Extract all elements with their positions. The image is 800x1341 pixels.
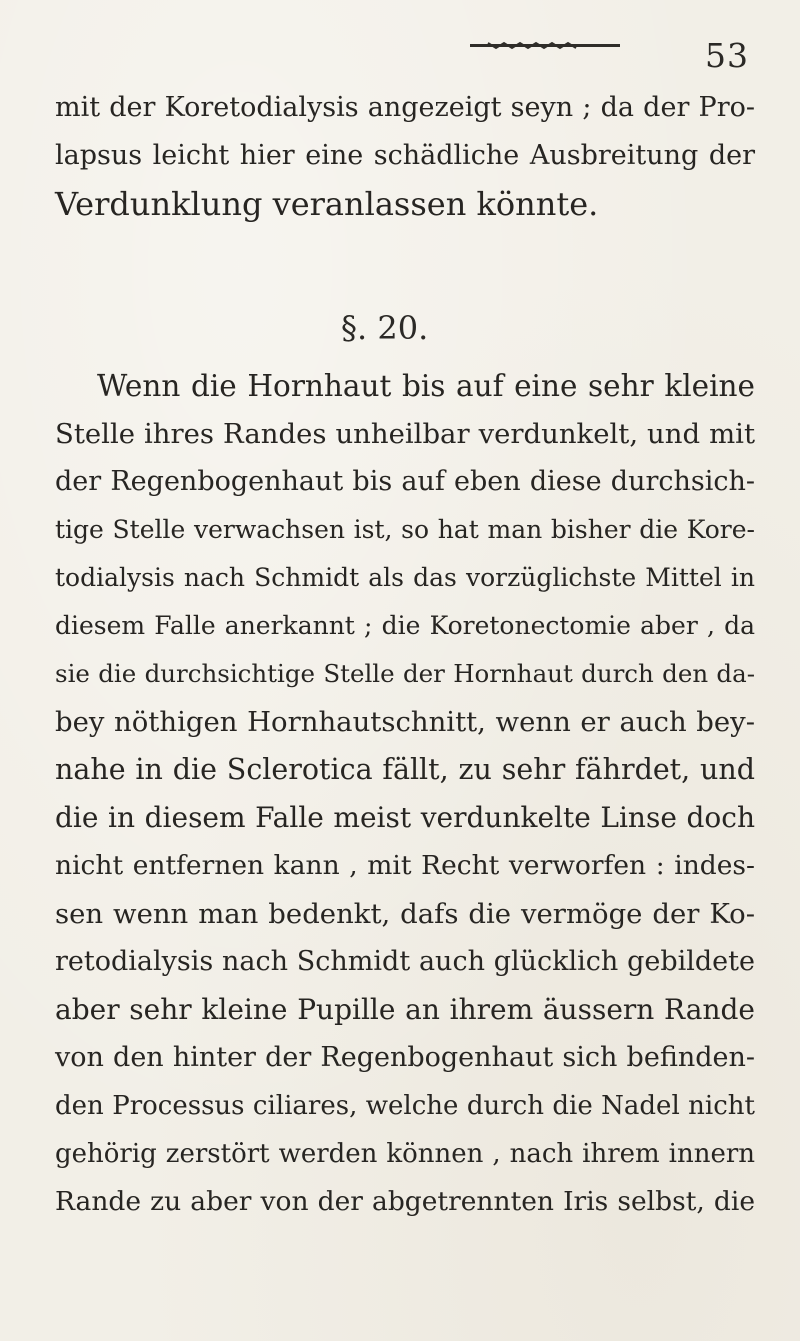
text-line: tige Stelle verwachsen ist, so hat man bisher die Kore-	[55, 515, 755, 544]
text-line: der Regenbogenhaut bis auf eben diese durchsich-	[55, 466, 755, 497]
text-line: aber sehr kleine Pupille an ihrem äussern Rande	[55, 993, 755, 1026]
text-line: retodialysis nach Schmidt auch glücklich gebildete	[55, 946, 755, 977]
text-line: Verdunklung veranlassen könnte.	[55, 185, 599, 223]
header-ornament-rule	[470, 40, 620, 50]
text-line: gehörig zerstört werden können , nach ihrem innern	[55, 1139, 755, 1169]
text-line: diesem Falle anerkannt ; die Koretonectomie aber , da	[55, 611, 755, 640]
page-number: 53	[705, 36, 749, 75]
text-line: sen wenn man bedenkt, dafs die vermöge der Ko-	[55, 898, 755, 930]
text-line: die in diesem Falle meist verdunkelte Linse doch	[55, 801, 755, 834]
text-line: nicht entfernen kann , mit Recht verworfen : indes-	[55, 850, 755, 881]
text-line: mit der Koretodialysis angezeigt seyn ; da der Pro-	[55, 92, 755, 123]
text-line: den Processus ciliares, welche durch die Nadel nicht	[55, 1091, 755, 1121]
text-line: von den hinter der Regenbogenhaut sich befinden-	[55, 1042, 755, 1073]
text-line: nahe in die Sclerotica fällt, zu sehr fährdet, und	[55, 753, 755, 786]
text-line: Stelle ihres Randes unheilbar verdunkelt, und mit	[55, 418, 755, 450]
text-line: sie die durchsichtige Stelle der Hornhaut durch den da-	[55, 659, 755, 688]
text-line: bey nöthigen Hornhautschnitt, wenn er auch bey-	[55, 706, 755, 738]
text-line: Wenn die Hornhaut bis auf eine sehr kleine	[97, 369, 755, 403]
text-line: lapsus leicht hier eine schädliche Ausbreitung der	[55, 140, 755, 171]
section-heading: §. 20.	[341, 309, 429, 347]
text-line: Rande zu aber von der abgetrennten Iris selbst, die	[55, 1186, 755, 1217]
text-line: todialysis nach Schmidt als das vorzüglichste Mittel in	[55, 563, 755, 592]
